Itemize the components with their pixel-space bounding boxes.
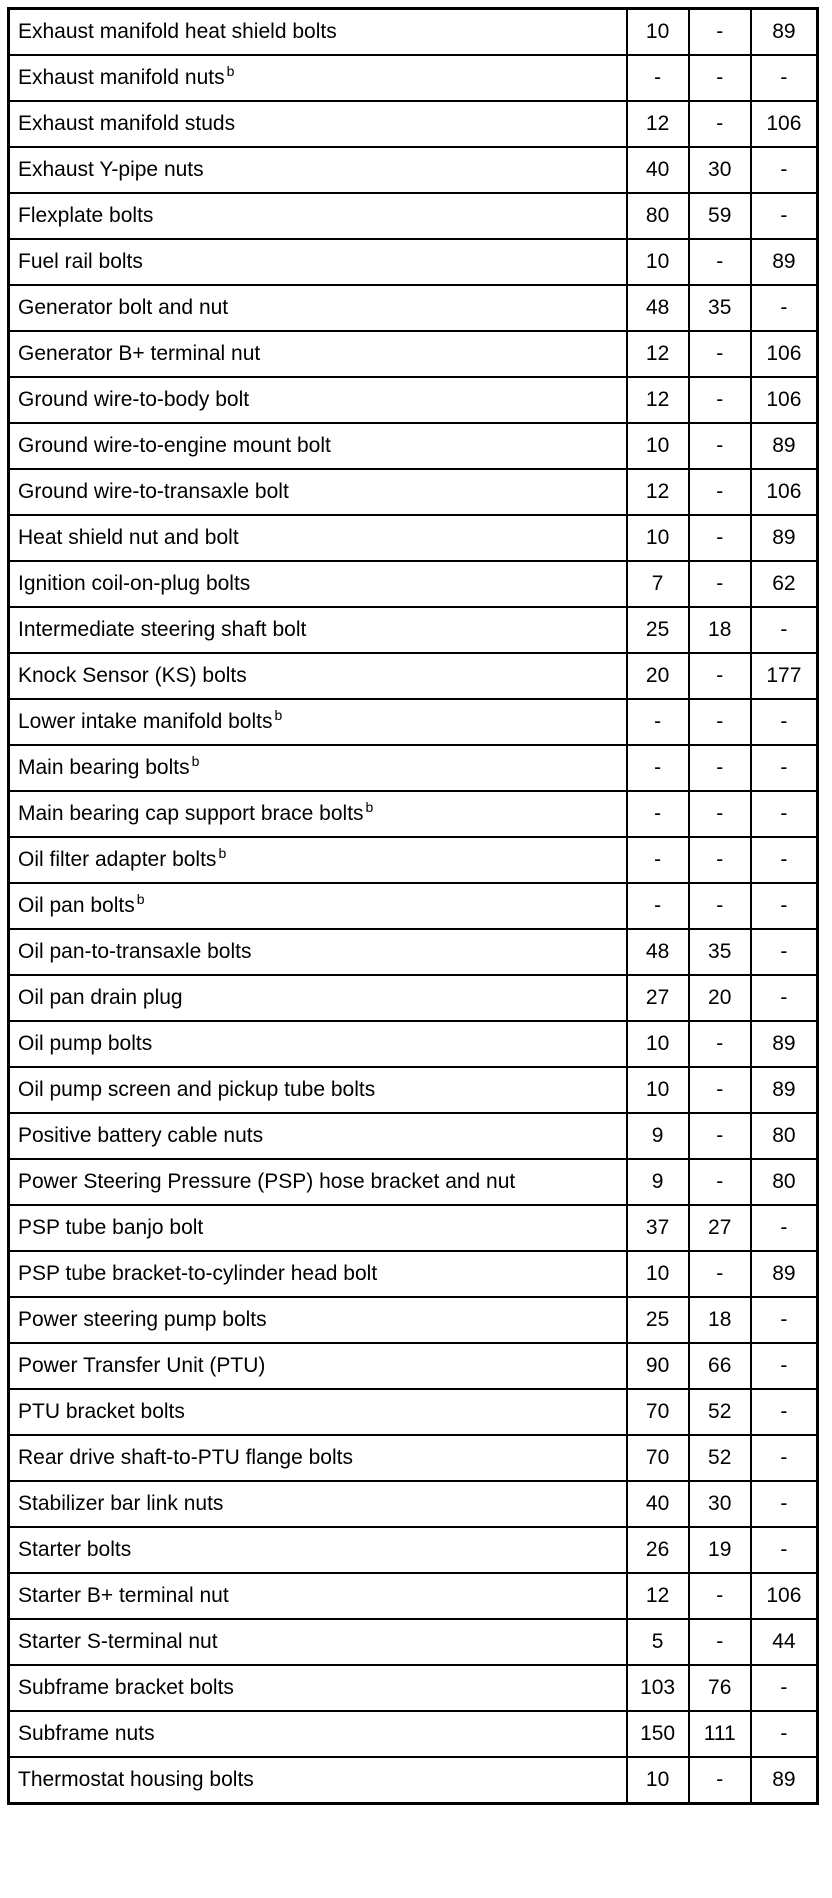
nm-value-cell: 10	[627, 423, 689, 469]
lbft-value-cell: -	[689, 9, 751, 56]
component-cell	[9, 469, 627, 515]
component-name: Power Transfer Unit (PTU)	[18, 1354, 266, 1377]
lbft-value-cell: -	[689, 1113, 751, 1159]
nm-value-cell: 10	[627, 1067, 689, 1113]
nm-value-cell: 12	[627, 1573, 689, 1619]
lbin-value-cell: 106	[751, 101, 818, 147]
table-row	[9, 9, 818, 56]
component-name: Subframe bracket bolts	[18, 1676, 234, 1699]
component-name: Starter S-terminal nut	[18, 1630, 218, 1653]
component-name: PTU bracket bolts	[18, 1400, 185, 1423]
table-row	[9, 1573, 818, 1619]
component-name: Power steering pump bolts	[18, 1308, 267, 1331]
component-name: Oil pan drain plug	[18, 986, 183, 1009]
table-row	[9, 1389, 818, 1435]
lbin-value-cell: -	[751, 1481, 818, 1527]
table-row	[9, 1251, 818, 1297]
footnote-marker: b	[365, 799, 374, 815]
component-cell	[9, 975, 627, 1021]
component-name: Oil pump screen and pickup tube bolts	[18, 1078, 376, 1101]
component-cell	[9, 101, 627, 147]
lbin-value-cell: -	[751, 193, 818, 239]
component-cell	[9, 193, 627, 239]
component-name: Rear drive shaft-to-PTU flange bolts	[18, 1446, 353, 1469]
lbin-value-cell: -	[751, 837, 818, 883]
lbin-value-cell: 80	[751, 1113, 818, 1159]
table-row	[9, 1067, 818, 1113]
nm-value-cell: 37	[627, 1205, 689, 1251]
component-cell	[9, 1389, 627, 1435]
lbin-value-cell: 89	[751, 239, 818, 285]
component-cell	[9, 1619, 627, 1665]
table-row	[9, 1619, 818, 1665]
nm-value-cell: 103	[627, 1665, 689, 1711]
component-name: Power Steering Pressure (PSP) hose bracket and nut	[18, 1170, 516, 1193]
component-cell	[9, 929, 627, 975]
table-row	[9, 1435, 818, 1481]
component-cell	[9, 883, 627, 929]
lbft-value-cell: 19	[689, 1527, 751, 1573]
lbin-value-cell: -	[751, 883, 818, 929]
component-cell	[9, 55, 627, 101]
table-row	[9, 699, 818, 745]
component-cell	[9, 561, 627, 607]
table-row	[9, 791, 818, 837]
table-row	[9, 469, 818, 515]
lbin-value-cell: -	[751, 929, 818, 975]
component-cell	[9, 239, 627, 285]
component-name: PSP tube bracket-to-cylinder head bolt	[18, 1262, 378, 1285]
table-row	[9, 1113, 818, 1159]
footnote-marker: b	[218, 845, 227, 861]
lbft-value-cell: -	[689, 239, 751, 285]
component-cell	[9, 377, 627, 423]
component-name: PSP tube banjo bolt	[18, 1216, 204, 1239]
component-name: Main bearing cap support brace bolts	[18, 802, 364, 825]
table-row	[9, 561, 818, 607]
lbin-value-cell: -	[751, 1389, 818, 1435]
lbft-value-cell: 59	[689, 193, 751, 239]
component-name: Fuel rail bolts	[18, 250, 143, 273]
lbft-value-cell: 18	[689, 607, 751, 653]
component-cell	[9, 699, 627, 745]
component-name: Ground wire-to-engine mount bolt	[18, 434, 331, 457]
component-name: Lower intake manifold bolts	[18, 710, 273, 733]
lbin-value-cell: -	[751, 975, 818, 1021]
table-row	[9, 883, 818, 929]
lbft-value-cell: -	[689, 791, 751, 837]
component-name: Ignition coil-on-plug bolts	[18, 572, 251, 595]
lbft-value-cell: 27	[689, 1205, 751, 1251]
lbin-value-cell: 44	[751, 1619, 818, 1665]
lbft-value-cell: -	[689, 101, 751, 147]
lbft-value-cell: 66	[689, 1343, 751, 1389]
component-cell	[9, 147, 627, 193]
nm-value-cell: 10	[627, 1021, 689, 1067]
nm-value-cell: 12	[627, 101, 689, 147]
nm-value-cell: 80	[627, 193, 689, 239]
torque-table-body	[9, 9, 818, 1804]
component-name: Intermediate steering shaft bolt	[18, 618, 307, 641]
nm-value-cell: -	[627, 745, 689, 791]
component-name: Exhaust manifold heat shield bolts	[18, 20, 337, 43]
component-name: Stabilizer bar link nuts	[18, 1492, 224, 1515]
nm-value-cell: 48	[627, 285, 689, 331]
lbin-value-cell: -	[751, 745, 818, 791]
lbin-value-cell: -	[751, 791, 818, 837]
lbft-value-cell: -	[689, 699, 751, 745]
nm-value-cell: 12	[627, 331, 689, 377]
lbin-value-cell: 80	[751, 1159, 818, 1205]
footnote-marker: b	[136, 891, 145, 907]
component-cell	[9, 745, 627, 791]
nm-value-cell: 10	[627, 515, 689, 561]
table-row	[9, 1343, 818, 1389]
lbin-value-cell: 106	[751, 469, 818, 515]
lbin-value-cell: 89	[751, 1757, 818, 1804]
component-cell	[9, 791, 627, 837]
lbft-value-cell: -	[689, 423, 751, 469]
lbft-value-cell: -	[689, 377, 751, 423]
lbin-value-cell: 106	[751, 1573, 818, 1619]
nm-value-cell: 20	[627, 653, 689, 699]
component-name: Exhaust Y-pipe nuts	[18, 158, 204, 181]
component-cell	[9, 9, 627, 56]
component-name: Exhaust manifold studs	[18, 112, 236, 135]
table-row	[9, 515, 818, 561]
lbft-value-cell: 18	[689, 1297, 751, 1343]
lbft-value-cell: -	[689, 653, 751, 699]
nm-value-cell: -	[627, 837, 689, 883]
component-cell	[9, 1481, 627, 1527]
nm-value-cell: 25	[627, 1297, 689, 1343]
nm-value-cell: 48	[627, 929, 689, 975]
table-row	[9, 1711, 818, 1757]
lbin-value-cell: 89	[751, 1251, 818, 1297]
component-cell	[9, 1527, 627, 1573]
component-name: Main bearing bolts	[18, 756, 190, 779]
lbin-value-cell: -	[751, 1205, 818, 1251]
component-name: Flexplate bolts	[18, 204, 154, 227]
nm-value-cell: 10	[627, 1757, 689, 1804]
nm-value-cell: 10	[627, 239, 689, 285]
lbin-value-cell: 89	[751, 423, 818, 469]
table-row	[9, 1757, 818, 1804]
lbin-value-cell: -	[751, 1343, 818, 1389]
lbft-value-cell: -	[689, 515, 751, 561]
lbft-value-cell: -	[689, 883, 751, 929]
component-cell	[9, 1573, 627, 1619]
nm-value-cell: 40	[627, 1481, 689, 1527]
lbin-value-cell: 89	[751, 515, 818, 561]
lbin-value-cell: 89	[751, 1067, 818, 1113]
component-cell	[9, 1665, 627, 1711]
lbin-value-cell: -	[751, 1297, 818, 1343]
component-name: Generator bolt and nut	[18, 296, 229, 319]
lbft-value-cell: 30	[689, 1481, 751, 1527]
nm-value-cell: 12	[627, 469, 689, 515]
table-row	[9, 1481, 818, 1527]
component-cell	[9, 515, 627, 561]
component-name: Subframe nuts	[18, 1722, 155, 1745]
component-name: Thermostat housing bolts	[18, 1768, 254, 1791]
nm-value-cell: -	[627, 883, 689, 929]
table-row	[9, 331, 818, 377]
component-cell	[9, 285, 627, 331]
footnote-marker: b	[274, 707, 283, 723]
lbin-value-cell: -	[751, 1711, 818, 1757]
table-row	[9, 101, 818, 147]
nm-value-cell: 70	[627, 1389, 689, 1435]
nm-value-cell: -	[627, 55, 689, 101]
lbin-value-cell: -	[751, 1435, 818, 1481]
component-cell	[9, 1711, 627, 1757]
component-name: Oil filter adapter bolts	[18, 848, 217, 871]
nm-value-cell: -	[627, 699, 689, 745]
nm-value-cell: 90	[627, 1343, 689, 1389]
lbin-value-cell: -	[751, 699, 818, 745]
component-cell	[9, 1343, 627, 1389]
table-row	[9, 929, 818, 975]
component-cell	[9, 1251, 627, 1297]
nm-value-cell: 9	[627, 1159, 689, 1205]
lbin-value-cell: -	[751, 1527, 818, 1573]
table-row	[9, 975, 818, 1021]
table-row	[9, 147, 818, 193]
lbin-value-cell: 106	[751, 331, 818, 377]
component-name: Oil pump bolts	[18, 1032, 153, 1055]
lbin-value-cell: 62	[751, 561, 818, 607]
lbin-value-cell: -	[751, 285, 818, 331]
lbft-value-cell: 52	[689, 1435, 751, 1481]
table-row	[9, 1021, 818, 1067]
lbft-value-cell: 52	[689, 1389, 751, 1435]
lbin-value-cell: 89	[751, 1021, 818, 1067]
nm-value-cell: -	[627, 791, 689, 837]
component-name: Oil pan-to-transaxle bolts	[18, 940, 252, 963]
component-cell	[9, 607, 627, 653]
component-cell	[9, 423, 627, 469]
component-cell	[9, 1159, 627, 1205]
component-name: Starter bolts	[18, 1538, 132, 1561]
component-cell	[9, 837, 627, 883]
component-name: Generator B+ terminal nut	[18, 342, 261, 365]
lbft-value-cell: -	[689, 1619, 751, 1665]
component-name: Heat shield nut and bolt	[18, 526, 239, 549]
component-cell	[9, 1297, 627, 1343]
table-row	[9, 55, 818, 101]
lbft-value-cell: -	[689, 1757, 751, 1804]
component-name: Positive battery cable nuts	[18, 1124, 264, 1147]
lbft-value-cell: -	[689, 1251, 751, 1297]
table-row	[9, 1205, 818, 1251]
component-cell	[9, 1435, 627, 1481]
lbin-value-cell: -	[751, 1665, 818, 1711]
nm-value-cell: 7	[627, 561, 689, 607]
lbft-value-cell: 20	[689, 975, 751, 1021]
footnote-marker: b	[191, 753, 200, 769]
table-row	[9, 1665, 818, 1711]
table-row	[9, 1297, 818, 1343]
lbin-value-cell: 106	[751, 377, 818, 423]
lbft-value-cell: 35	[689, 929, 751, 975]
table-row	[9, 1159, 818, 1205]
component-name: Knock Sensor (KS) bolts	[18, 664, 247, 687]
nm-value-cell: 70	[627, 1435, 689, 1481]
nm-value-cell: 10	[627, 9, 689, 56]
lbin-value-cell: -	[751, 147, 818, 193]
table-row	[9, 837, 818, 883]
lbft-value-cell: -	[689, 1573, 751, 1619]
table-row	[9, 745, 818, 791]
component-name: Starter B+ terminal nut	[18, 1584, 229, 1607]
component-name: Oil pan bolts	[18, 894, 135, 917]
table-row	[9, 1527, 818, 1573]
lbin-value-cell: -	[751, 55, 818, 101]
lbft-value-cell: -	[689, 745, 751, 791]
lbft-value-cell: -	[689, 1021, 751, 1067]
lbft-value-cell: -	[689, 561, 751, 607]
nm-value-cell: 27	[627, 975, 689, 1021]
component-cell	[9, 331, 627, 377]
component-cell	[9, 1205, 627, 1251]
lbft-value-cell: 35	[689, 285, 751, 331]
component-cell	[9, 1113, 627, 1159]
lbft-value-cell: -	[689, 469, 751, 515]
lbft-value-cell: 111	[689, 1711, 751, 1757]
table-row	[9, 193, 818, 239]
component-cell	[9, 1021, 627, 1067]
table-row	[9, 423, 818, 469]
lbin-value-cell: 177	[751, 653, 818, 699]
nm-value-cell: 150	[627, 1711, 689, 1757]
component-name: Exhaust manifold nuts	[18, 66, 225, 89]
table-row	[9, 607, 818, 653]
nm-value-cell: 9	[627, 1113, 689, 1159]
lbft-value-cell: 30	[689, 147, 751, 193]
component-name: Ground wire-to-body bolt	[18, 388, 250, 411]
lbft-value-cell: -	[689, 55, 751, 101]
nm-value-cell: 12	[627, 377, 689, 423]
table-row	[9, 653, 818, 699]
lbft-value-cell: 76	[689, 1665, 751, 1711]
nm-value-cell: 5	[627, 1619, 689, 1665]
lbin-value-cell: 89	[751, 9, 818, 56]
component-cell	[9, 653, 627, 699]
lbft-value-cell: -	[689, 1159, 751, 1205]
table-row	[9, 239, 818, 285]
nm-value-cell: 10	[627, 1251, 689, 1297]
table-row	[9, 377, 818, 423]
component-name: Ground wire-to-transaxle bolt	[18, 480, 289, 503]
lbft-value-cell: -	[689, 1067, 751, 1113]
component-cell	[9, 1067, 627, 1113]
lbft-value-cell: -	[689, 837, 751, 883]
component-cell	[9, 1757, 627, 1804]
torque-spec-table	[7, 7, 819, 1805]
lbft-value-cell: -	[689, 331, 751, 377]
table-row	[9, 285, 818, 331]
nm-value-cell: 26	[627, 1527, 689, 1573]
lbin-value-cell: -	[751, 607, 818, 653]
nm-value-cell: 25	[627, 607, 689, 653]
nm-value-cell: 40	[627, 147, 689, 193]
footnote-marker: b	[226, 63, 235, 79]
